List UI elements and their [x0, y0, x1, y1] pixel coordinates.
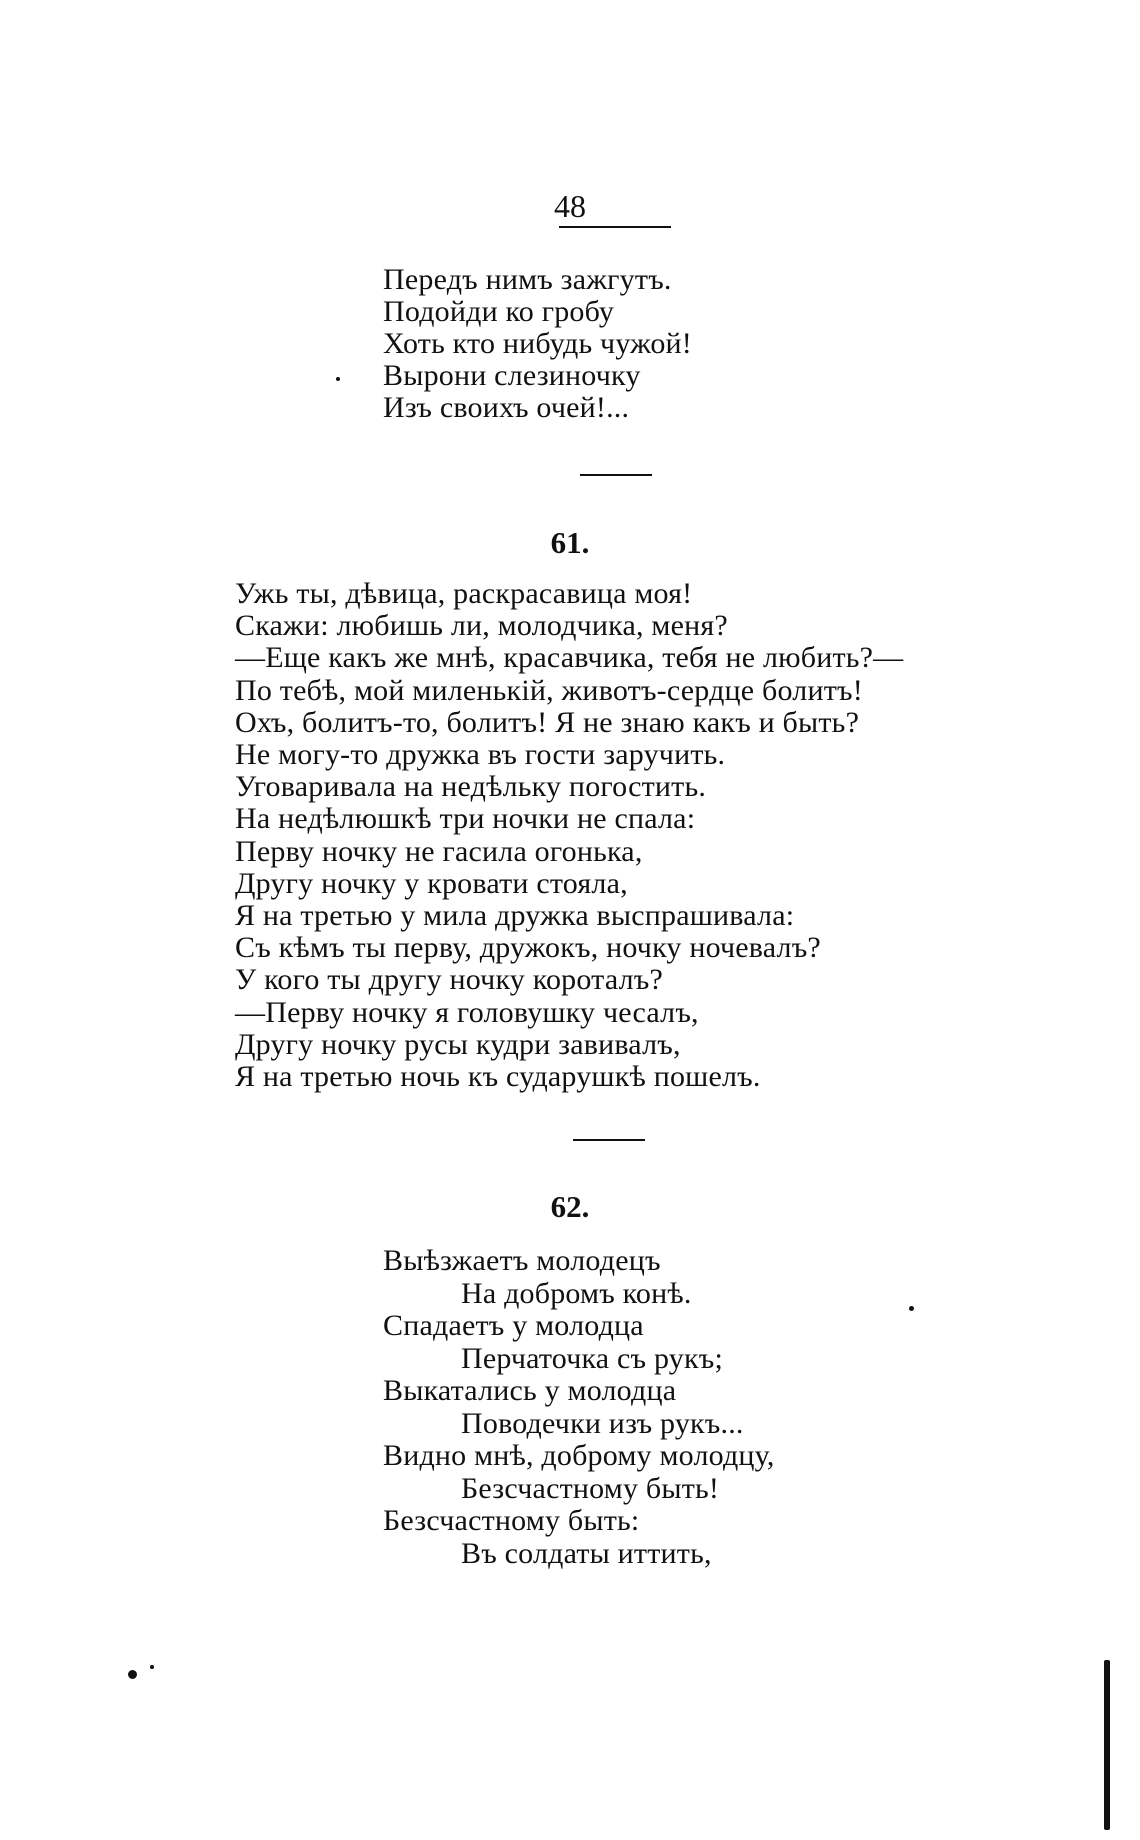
poem-line: Другу ночку у кровати стояла,: [235, 866, 628, 900]
ink-speck: [336, 377, 340, 381]
poem-line: —Перву ночку я головушку чесалъ,: [235, 995, 699, 1029]
poem-line: Подойди ко гробу: [383, 295, 615, 328]
scan-binding-edge: [1104, 1660, 1110, 1830]
poem-line: Выкатались у молодца: [383, 1374, 677, 1407]
poem-line: Охъ, болитъ-то, болитъ! Я не знаю какъ и быть?: [235, 705, 860, 739]
poem-line: Не могу-то дружка въ гости заручить.: [235, 738, 726, 772]
poem-line: Вырони слезиночку: [383, 359, 641, 392]
stanza-continued: [383, 264, 692, 424]
poem-line-indented: Въ солдаты иттить,: [461, 1536, 712, 1570]
poem-line: Съ кѣмъ ты перву, дружокъ, ночку ночевалъ?: [235, 931, 821, 965]
poem-number-62: 62.: [550, 1189, 590, 1224]
poem-line-indented: Перчаточка съ рукъ;: [461, 1341, 723, 1375]
page-number: 48: [554, 188, 586, 224]
poem-line: У кого ты другу ночку короталъ?: [235, 963, 664, 997]
ink-speck: [128, 1670, 137, 1679]
poem-line: Перву ночку не гасила огонька,: [235, 834, 643, 868]
poem-line: По тебѣ, мой миленькій, животъ-сердце болитъ!: [235, 673, 863, 707]
poem-line: Скажи: любишь ли, молодчика, меня?: [235, 609, 728, 643]
ink-speck: [150, 1665, 154, 1669]
poem-line: На недѣлюшкѣ три ночки не спала:: [235, 802, 696, 836]
poem-line: Безсчастному быть:: [383, 1504, 640, 1537]
poem-61: [235, 578, 903, 1093]
poem-line: Видно мнѣ, доброму молодцу,: [383, 1439, 775, 1472]
poem-line: Изъ своихъ очей!...: [383, 391, 630, 424]
poem-line-indented: На добромъ конѣ.: [461, 1276, 692, 1310]
section-divider: [573, 1139, 645, 1141]
poem-62: [383, 1245, 775, 1570]
poem-line: Уговаривала на недѣльку погостить.: [235, 770, 707, 804]
poem-line: Хоть кто нибудь чужой!: [383, 327, 692, 360]
poem-line-indented: Поводечки изъ рукъ...: [461, 1406, 744, 1440]
poem-number-61: 61.: [550, 525, 590, 560]
ink-speck: [909, 1306, 914, 1311]
poem-line-indented: Безсчастному быть!: [461, 1471, 720, 1505]
poem-line: Выѣзжаетъ молодецъ: [383, 1244, 661, 1277]
poem-line: Спадаетъ у молодца: [383, 1309, 644, 1342]
poem-line: —Еще какъ же мнѣ, красавчика, тебя не любить?—: [235, 641, 904, 675]
poem-line: Передъ нимъ зажгутъ.: [383, 263, 672, 296]
poem-line: Другу ночку русы кудри завивалъ,: [235, 1027, 681, 1061]
page-number-rule: [559, 226, 671, 228]
poem-line: Ужь ты, дѣвица, раскрасавица моя!: [235, 577, 693, 610]
poem-line: Я на третью у мила дружка выспрашивала:: [235, 899, 795, 933]
poem-line: Я на третью ночь къ сударушкѣ пошелъ.: [235, 1060, 761, 1094]
section-divider: [580, 474, 652, 476]
